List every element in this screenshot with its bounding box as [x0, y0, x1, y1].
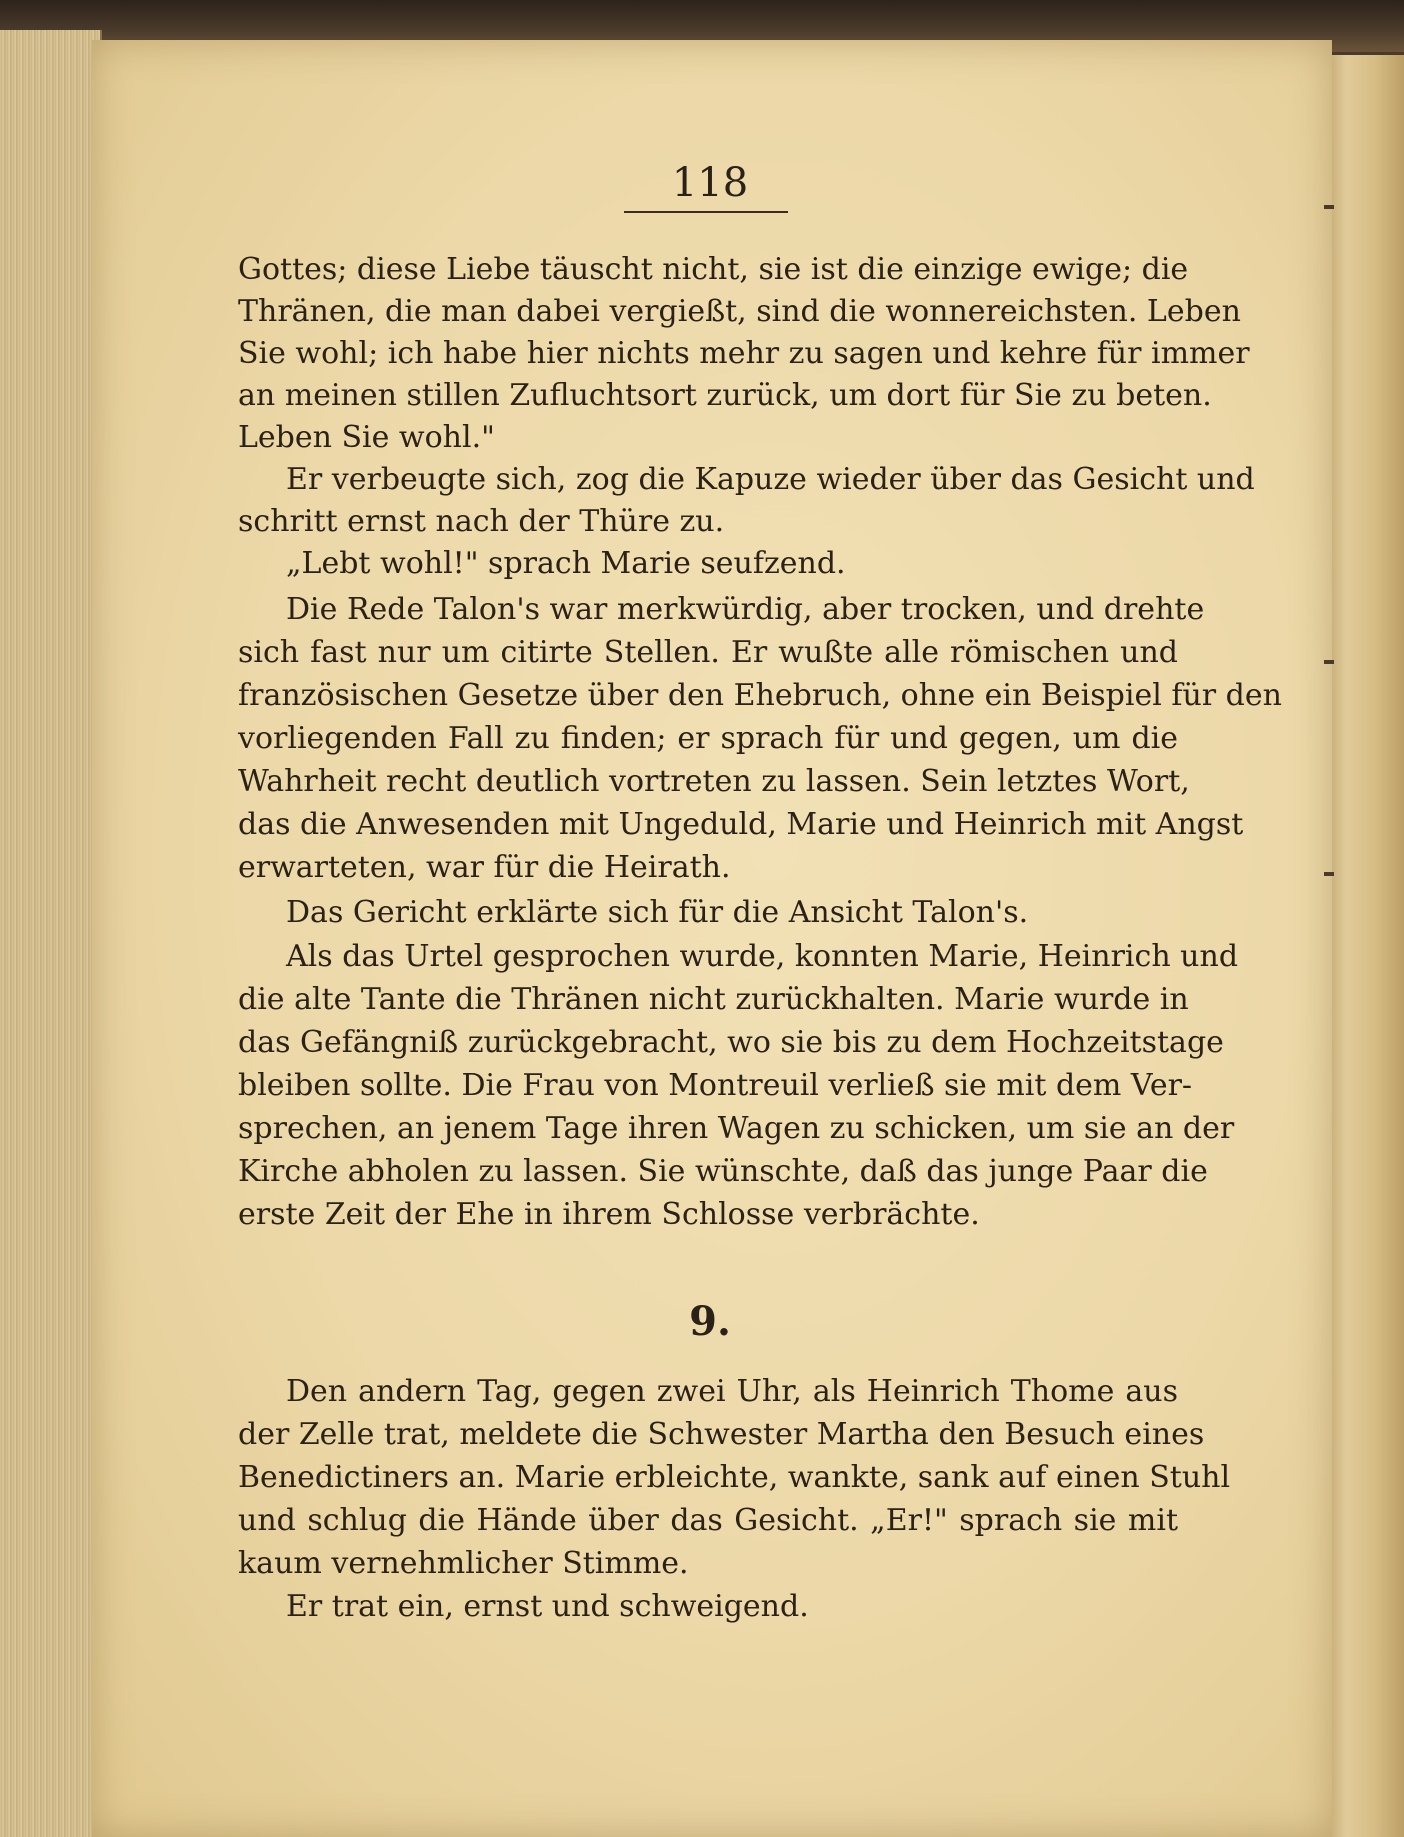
text-line: Leben Sie wohl.": [238, 420, 495, 455]
text-line: das die Anwesenden mit Ungeduld, Marie und Heinrich mit Angst: [238, 807, 1244, 842]
text-line: Er trat ein, ernst und schweigend.: [286, 1589, 809, 1624]
page-number: 118: [671, 160, 749, 206]
text-line: das Gefängniß zurückgebracht, wo sie bis zu dem Hochzeitstage: [238, 1025, 1224, 1060]
facing-page-edge: [1325, 55, 1404, 1837]
text-line: Die Rede Talon's war merkwürdig, aber trocken, und drehte: [286, 592, 1205, 627]
text-line: erste Zeit der Ehe in ihrem Schlosse verbrächte.: [238, 1197, 980, 1232]
text-line: die alte Tante die Thränen nicht zurückhalten. Marie wurde in: [238, 982, 1189, 1017]
text-line: bleiben sollte. Die Frau von Montreuil verließ sie mit dem Ver-: [238, 1068, 1193, 1103]
edge-mark: [1324, 660, 1334, 664]
text-line: erwarteten, war für die Heirath.: [238, 850, 731, 885]
text-line: sich fast nur um citirte Stellen. Er wußte alle römischen und: [238, 635, 1178, 670]
text-line: der Zelle trat, meldete die Schwester Martha den Besuch eines: [238, 1417, 1205, 1452]
text-line: Als das Urtel gesprochen wurde, konnten Marie, Heinrich und: [286, 939, 1239, 974]
text-line: Gottes; diese Liebe täuscht nicht, sie ist die einzige ewige; die: [238, 252, 1189, 287]
text-line: Er verbeugte sich, zog die Kapuze wieder über das Gesicht und: [286, 462, 1255, 497]
text-line: Wahrheit recht deutlich vortreten zu lassen. Sein letztes Wort,: [238, 764, 1190, 799]
text-line: und schlug die Hände über das Gesicht. „Er!" sprach sie mit: [238, 1503, 1178, 1538]
text-line: an meinen stillen Zufluchtsort zurück, um dort für Sie zu beten.: [238, 378, 1212, 413]
text-line: sprechen, an jenem Tage ihren Wagen zu schicken, um sie an der: [238, 1111, 1235, 1146]
text-line: Benedictiners an. Marie erbleichte, wankte, sank auf einen Stuhl: [238, 1460, 1231, 1495]
text-line: Sie wohl; ich habe hier nichts mehr zu sagen und kehre für immer: [238, 336, 1250, 371]
text-line: französischen Gesetze über den Ehebruch, ohne ein Beispiel für den: [238, 678, 1282, 713]
section-number: 9.: [689, 1298, 731, 1345]
text-line: Thränen, die man dabei vergießt, sind die wonnereichsten. Leben: [238, 294, 1241, 329]
text-line: Den andern Tag, gegen zwei Uhr, als Heinrich Thome aus: [286, 1374, 1178, 1409]
edge-mark: [1324, 205, 1334, 209]
page-stack-edges: [0, 30, 102, 1837]
text-line: kaum vernehmlicher Stimme.: [238, 1546, 689, 1581]
text-line: vorliegenden Fall zu finden; er sprach für und gegen, um die: [238, 721, 1178, 756]
edge-mark: [1324, 872, 1334, 876]
page-number-rule: [624, 211, 788, 213]
text-line: „Lebt wohl!" sprach Marie seufzend.: [286, 546, 846, 581]
text-line: schritt ernst nach der Thüre zu.: [238, 504, 725, 539]
text-line: Das Gericht erklärte sich für die Ansicht Talon's.: [286, 895, 1029, 930]
text-line: Kirche abholen zu lassen. Sie wünschte, daß das junge Paar die: [238, 1154, 1208, 1189]
